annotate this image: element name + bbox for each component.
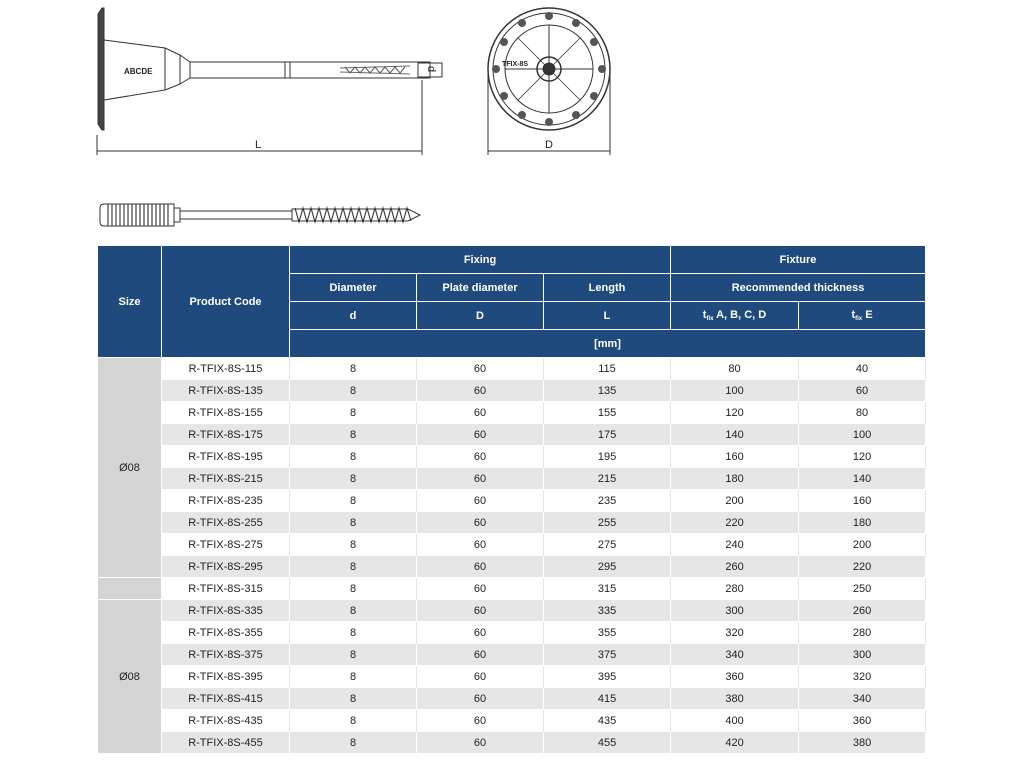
diameter-cell: 8 <box>290 732 417 754</box>
tfix-e-header: $t_{fix}$ E <box>799 302 926 330</box>
recommended-thickness-header: Recommended thickness <box>671 274 926 302</box>
diameter-cell: 8 <box>290 468 417 490</box>
length-cell: 135 <box>544 380 671 402</box>
thickness-e-cell: 340 <box>799 688 926 710</box>
product-code-cell: R-TFIX-8S-415 <box>162 688 290 710</box>
table-row <box>98 424 926 446</box>
thickness-e-cell: 360 <box>799 710 926 732</box>
symbol-L-header: L <box>544 302 671 330</box>
thickness-abcd-cell: 400 <box>671 710 799 732</box>
thickness-abcd-cell: 180 <box>671 468 799 490</box>
product-code-header: Product Code <box>162 246 290 358</box>
table-row <box>98 468 926 490</box>
table-row <box>98 666 926 688</box>
product-code-cell: R-TFIX-8S-135 <box>162 380 290 402</box>
diameter-cell: 8 <box>290 578 417 600</box>
table-row <box>98 380 926 402</box>
thickness-e-cell: 320 <box>799 666 926 688</box>
tfix-abcd-header: $t_{fix}$ A, B, C, D <box>671 302 799 330</box>
length-cell: 375 <box>544 644 671 666</box>
table-row <box>98 622 926 644</box>
plate-diameter-header: Plate diameter <box>417 274 544 302</box>
thickness-abcd-cell: 100 <box>671 380 799 402</box>
diameter-cell: 8 <box>290 358 417 380</box>
product-code-cell: R-TFIX-8S-375 <box>162 644 290 666</box>
size-cell <box>98 578 162 600</box>
length-header: Length <box>544 274 671 302</box>
product-code-cell: R-TFIX-8S-335 <box>162 600 290 622</box>
table-row <box>98 534 926 556</box>
length-cell: 355 <box>544 622 671 644</box>
diameter-header: Diameter <box>290 274 417 302</box>
length-cell: 455 <box>544 732 671 754</box>
plate-diameter-cell: 60 <box>417 732 544 754</box>
plate-diameter-cell: 60 <box>417 446 544 468</box>
thickness-abcd-cell: 360 <box>671 666 799 688</box>
table-row <box>98 512 926 534</box>
product-code-cell: R-TFIX-8S-295 <box>162 556 290 578</box>
length-cell: 155 <box>544 402 671 424</box>
thickness-e-cell: 60 <box>799 380 926 402</box>
table-row <box>98 358 926 380</box>
side-view-label: ABCDE <box>124 67 153 76</box>
thickness-abcd-cell: 320 <box>671 622 799 644</box>
thickness-abcd-cell: 260 <box>671 556 799 578</box>
table-row <box>98 402 926 424</box>
length-cell: 435 <box>544 710 671 732</box>
unit-header: [mm] <box>290 330 926 358</box>
table-row <box>98 446 926 468</box>
product-code-cell: R-TFIX-8S-155 <box>162 402 290 424</box>
table-row <box>98 578 926 600</box>
table-row <box>98 644 926 666</box>
thickness-e-cell: 220 <box>799 556 926 578</box>
table-header <box>98 246 926 358</box>
length-cell: 195 <box>544 446 671 468</box>
length-cell: 295 <box>544 556 671 578</box>
thickness-abcd-cell: 220 <box>671 512 799 534</box>
table-row <box>98 600 926 622</box>
table-row <box>98 688 926 710</box>
screw-view <box>100 204 420 226</box>
size-header: Size <box>98 246 162 358</box>
thickness-abcd-cell: 160 <box>671 446 799 468</box>
diameter-cell: 8 <box>290 644 417 666</box>
diameter-cell: 8 <box>290 556 417 578</box>
size-cell: Ø08 <box>98 600 162 754</box>
diameter-cell: 8 <box>290 710 417 732</box>
thickness-e-cell: 160 <box>799 490 926 512</box>
length-cell: 275 <box>544 534 671 556</box>
plate-dimension-label: D <box>545 139 553 151</box>
length-dimension-label: L <box>255 139 262 151</box>
specification-table <box>97 245 926 753</box>
plate-diameter-cell: 60 <box>417 490 544 512</box>
length-cell: 215 <box>544 468 671 490</box>
diameter-cell: 8 <box>290 688 417 710</box>
thickness-abcd-cell: 80 <box>671 358 799 380</box>
thickness-abcd-cell: 240 <box>671 534 799 556</box>
table-row <box>98 556 926 578</box>
length-cell: 395 <box>544 666 671 688</box>
length-cell: 115 <box>544 358 671 380</box>
table-body <box>98 358 926 754</box>
product-code-cell: R-TFIX-8S-455 <box>162 732 290 754</box>
anchor-side-view <box>97 8 442 155</box>
plate-diameter-cell: 60 <box>417 688 544 710</box>
product-code-cell: R-TFIX-8S-275 <box>162 534 290 556</box>
thickness-abcd-cell: 140 <box>671 424 799 446</box>
length-cell: 235 <box>544 490 671 512</box>
thickness-e-cell: 260 <box>799 600 926 622</box>
symbol-d-header: d <box>290 302 417 330</box>
thickness-e-cell: 250 <box>799 578 926 600</box>
plate-front-view <box>488 8 610 155</box>
fixture-header: Fixture <box>671 246 926 274</box>
product-code-cell: R-TFIX-8S-195 <box>162 446 290 468</box>
thickness-e-cell: 200 <box>799 534 926 556</box>
diameter-cell: 8 <box>290 490 417 512</box>
product-code-cell: R-TFIX-8S-255 <box>162 512 290 534</box>
length-cell: 255 <box>544 512 671 534</box>
diameter-cell: 8 <box>290 424 417 446</box>
plate-diameter-cell: 60 <box>417 578 544 600</box>
size-cell: Ø08 <box>98 358 162 578</box>
length-cell: 335 <box>544 600 671 622</box>
diameter-cell: 8 <box>290 534 417 556</box>
diameter-cell: 8 <box>290 446 417 468</box>
diameter-cell: 8 <box>290 666 417 688</box>
thickness-e-cell: 300 <box>799 644 926 666</box>
thickness-e-cell: 100 <box>799 424 926 446</box>
plate-diameter-cell: 60 <box>417 666 544 688</box>
plate-diameter-cell: 60 <box>417 402 544 424</box>
length-cell: 415 <box>544 688 671 710</box>
plate-diameter-cell: 60 <box>417 424 544 446</box>
thickness-e-cell: 120 <box>799 446 926 468</box>
diameter-mark: d <box>425 66 437 73</box>
product-code-cell: R-TFIX-8S-115 <box>162 358 290 380</box>
product-code-cell: R-TFIX-8S-435 <box>162 710 290 732</box>
thickness-abcd-cell: 200 <box>671 490 799 512</box>
product-code-cell: R-TFIX-8S-395 <box>162 666 290 688</box>
thickness-abcd-cell: 420 <box>671 732 799 754</box>
thickness-e-cell: 40 <box>799 358 926 380</box>
diameter-cell: 8 <box>290 600 417 622</box>
plate-diameter-cell: 60 <box>417 534 544 556</box>
plate-diameter-cell: 60 <box>417 556 544 578</box>
plate-diameter-cell: 60 <box>417 622 544 644</box>
diameter-cell: 8 <box>290 380 417 402</box>
product-code-cell: R-TFIX-8S-215 <box>162 468 290 490</box>
product-code-cell: R-TFIX-8S-235 <box>162 490 290 512</box>
thickness-e-cell: 380 <box>799 732 926 754</box>
fixing-header: Fixing <box>290 246 671 274</box>
table-row <box>98 732 926 754</box>
thickness-e-cell: 80 <box>799 402 926 424</box>
plate-diameter-cell: 60 <box>417 644 544 666</box>
diameter-cell: 8 <box>290 402 417 424</box>
table-row <box>98 710 926 732</box>
product-code-cell: R-TFIX-8S-315 <box>162 578 290 600</box>
plate-diameter-cell: 60 <box>417 358 544 380</box>
symbol-D-header: D <box>417 302 544 330</box>
thickness-e-cell: 140 <box>799 468 926 490</box>
plate-diameter-cell: 60 <box>417 380 544 402</box>
product-code-cell: R-TFIX-8S-175 <box>162 424 290 446</box>
product-code-cell: R-TFIX-8S-355 <box>162 622 290 644</box>
thickness-abcd-cell: 280 <box>671 578 799 600</box>
plate-diameter-cell: 60 <box>417 468 544 490</box>
technical-drawings <box>0 0 1024 240</box>
diameter-cell: 8 <box>290 622 417 644</box>
diameter-cell: 8 <box>290 512 417 534</box>
thickness-abcd-cell: 120 <box>671 402 799 424</box>
plate-embossed-text: TFIX-8S <box>502 61 529 68</box>
thickness-abcd-cell: 340 <box>671 644 799 666</box>
thickness-e-cell: 280 <box>799 622 926 644</box>
table-row <box>98 490 926 512</box>
plate-diameter-cell: 60 <box>417 600 544 622</box>
thickness-abcd-cell: 300 <box>671 600 799 622</box>
length-cell: 315 <box>544 578 671 600</box>
length-cell: 175 <box>544 424 671 446</box>
plate-diameter-cell: 60 <box>417 710 544 732</box>
plate-diameter-cell: 60 <box>417 512 544 534</box>
thickness-e-cell: 180 <box>799 512 926 534</box>
thickness-abcd-cell: 380 <box>671 688 799 710</box>
